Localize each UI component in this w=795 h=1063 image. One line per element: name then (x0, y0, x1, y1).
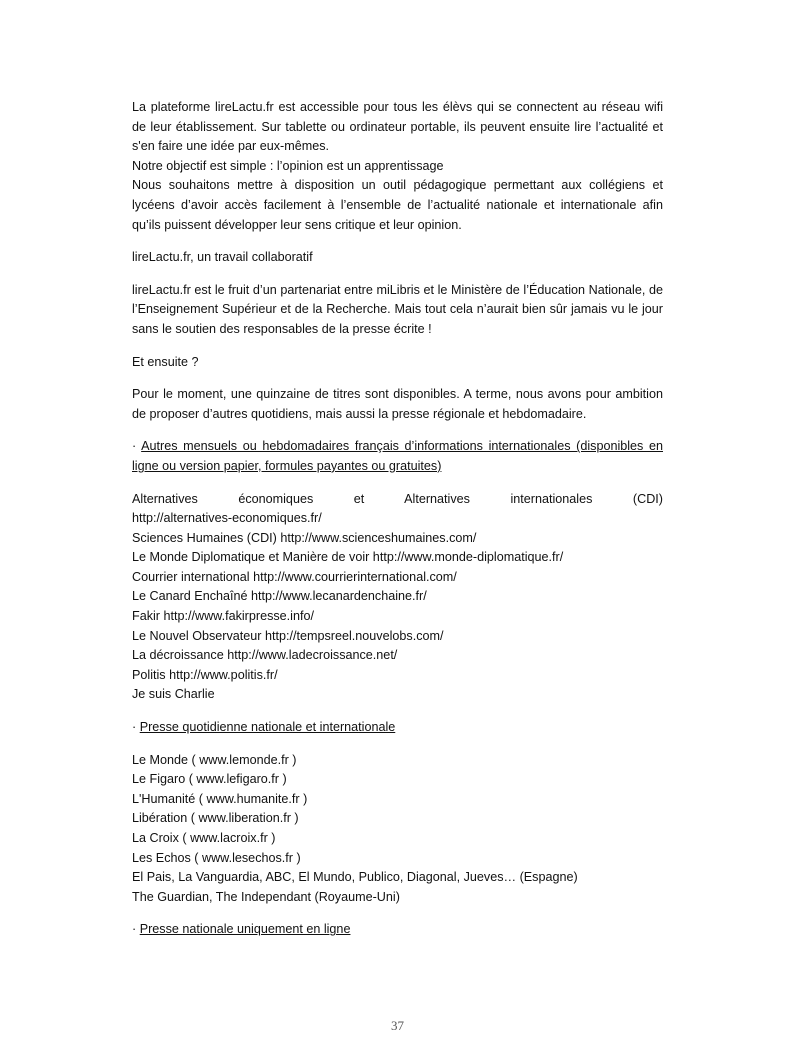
list-item: Les Echos ( www.lesechos.fr ) (132, 850, 301, 865)
section-heading-text: Presse quotidienne nationale et internationale (139, 720, 396, 735)
collab-heading: lireLactu.fr, un travail collaboratif (132, 250, 313, 265)
list-item: Courrier international http://www.courrierinternational.com/ (132, 569, 457, 584)
partnership-paragraph: lireLactu.fr est le fruit d’un partenariat entre miLibris et le Ministère de l’Éducation Nationale, de l’Enseignement Supérieur et de la Recherche. Mais tout cela n’aurait bien sûr jamais vu le jour sans le soutien des responsables de la presse écrite ! (132, 282, 663, 336)
bullet-dot: · (132, 720, 140, 735)
magazine-list (132, 509, 663, 705)
section-heading-daily (132, 718, 663, 738)
document-body (132, 98, 663, 940)
list-item: Le Canard Enchaîné http://www.lecanardenchaine.fr/ (132, 589, 427, 604)
list-item: Le Nouvel Observateur http://tempsreel.nouvelobs.com/ (132, 628, 444, 643)
list-item: http://alternatives-economiques.fr/ (132, 511, 322, 526)
goal-paragraph: Nous souhaitons mettre à disposition un outil pédagogique permettant aux collégiens et lycéens d’avoir accès facilement à l’ensemble de l’actualité nationale et internationale afin qu’ils puissent développer leur sens critique et leur opinion. (132, 178, 663, 232)
list-item: La décroissance http://www.ladecroissance.net/ (132, 648, 398, 663)
page-number: 37 (391, 1018, 404, 1033)
list-item: La Croix ( www.lacroix.fr ) (132, 831, 276, 845)
intro-paragraph: La plateforme lireLactu.fr est accessible pour tous les élèvs qui se connectent au réseau wifi de leur établissement. Sur tablette ou ordinateur portable, ils peuvent ensuite lire l’actualité et s'en faire une idée par eux-mêmes. (132, 100, 663, 154)
bullet-dot: · (132, 922, 140, 937)
list-item: L'Humanité ( www.humanite.fr ) (132, 791, 308, 806)
list-item: Sciences Humaines (CDI) http://www.scienceshumaines.com/ (132, 530, 477, 545)
list-item: Alternatives économiques et Alternatives internationales (CDI) (132, 491, 663, 506)
list-item: Le Monde ( www.lemonde.fr ) (132, 752, 297, 767)
bullet-dot: · (132, 439, 142, 454)
section-heading-text: Presse nationale uniquement en ligne (139, 922, 351, 937)
list-item: Je suis Charlie (132, 687, 215, 702)
section-heading-text: Autres mensuels ou hebdomadaires français d’informations internationales (disponibles en ligne ou version papier, formules payantes ou gratuites) (132, 439, 663, 473)
list-item: Fakir http://www.fakirpresse.info/ (132, 609, 314, 624)
list-item: Le Monde Diplomatique et Manière de voir http://www.monde-diplomatique.fr/ (132, 550, 564, 565)
list-item: El Pais, La Vanguardia, ABC, El Mundo, Publico, Diagonal, Jueves… (Espagne) (132, 870, 578, 885)
list-item: The Guardian, The Independant (Royaume-Uni) (132, 889, 400, 904)
list-item: Politis http://www.politis.fr/ (132, 667, 278, 682)
section-heading-magazines (132, 437, 663, 476)
objective-line: Notre objectif est simple : l’opinion est un apprentissage (132, 158, 444, 173)
future-paragraph: Pour le moment, une quinzaine de titres sont disponibles. A terme, nous avons pour ambition de proposer d’autres quotidiens, mais aussi la presse régionale et hebdomadaire. (132, 387, 663, 421)
list-item: Libération ( www.liberation.fr ) (132, 811, 299, 826)
daily-press-list (132, 751, 663, 908)
list-item: Le Figaro ( www.lefigaro.fr ) (132, 772, 287, 787)
section-heading-online (132, 920, 663, 940)
next-heading: Et ensuite ? (132, 354, 199, 369)
